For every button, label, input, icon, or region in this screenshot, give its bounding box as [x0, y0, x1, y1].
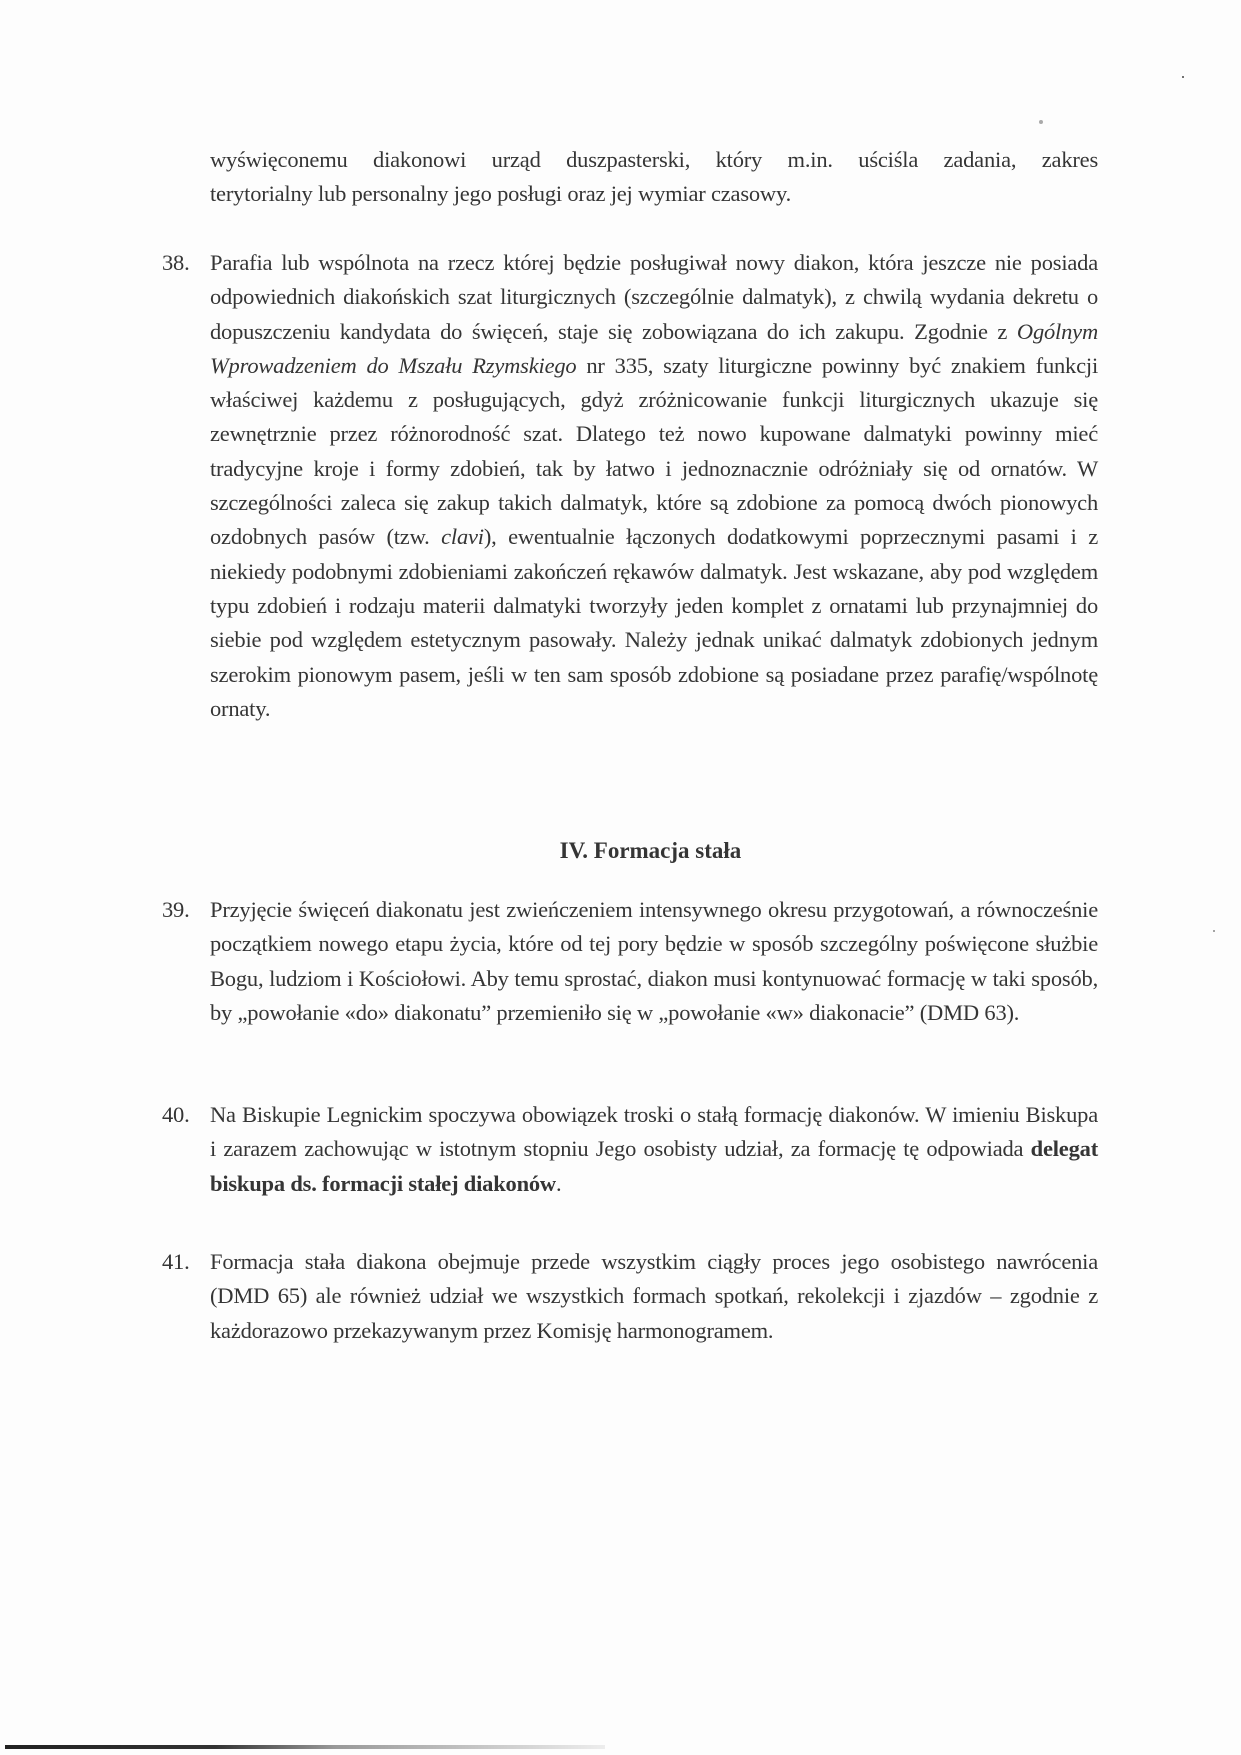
section-heading: IV. Formacja stała — [559, 838, 742, 863]
paragraph-text: . — [555, 1170, 562, 1196]
paragraph-number: 39. — [162, 897, 190, 922]
paragraph-text: ), ewentualnie łączonych dodatkowymi poprzecznymi pasami i z niekiedy podobnymi zdobieniami zakończeń rękawów dalmatyk. Jest wskazane, aby pod względem typu zdobień i rodzaju materii dalmatyki tworzyły jeden komplet z ornatami lub przynajmniej do siebie pod względem estetycznym pasowały. Należy jednak unikać dalmatyk zdobionych jednym szerokim pionowym pasem, jeśli w ten sam sposób zdobione są posiadane przez parafię/wspólnotę ornaty. — [210, 524, 1098, 721]
scan-speck — [1039, 120, 1043, 124]
continuation-paragraph — [210, 143, 1098, 212]
paragraph-40 — [162, 1098, 1098, 1201]
paragraph-text: Na Biskupie Legnickim spoczywa obowiązek troski o stałą formację diakonów. W imieniu Biskupa i zarazem zachowując w istotnym stopniu Jego osobisty udział, za formację tę odpowiada — [210, 1102, 1098, 1162]
paragraph-39 — [162, 893, 1098, 1030]
scan-speck — [1182, 76, 1184, 78]
continuation-line-2: terytorialny lub personalny jego posługi oraz jej wymiar czasowy. — [210, 181, 791, 207]
scan-speck — [1213, 930, 1215, 932]
paragraph-text: Parafia lub wspólnota na rzecz której będzie posługiwał nowy diakon, która jeszcze nie posiada odpowiednich diakońskich szat liturgicznych (szczególnie dalmatyk), z chwilą wydania dekretu o dopuszczeniu kandydata do święceń, staje się zobowiązana do ich zakupu. Zgodnie z — [210, 250, 1098, 344]
paragraph-number: 38. — [162, 250, 190, 275]
continuation-line-1: wyświęconemu diakonowi urząd duszpasterski, który m.in. uściśla zadania, zakres — [210, 147, 1098, 172]
paragraph-text: nr 335, szaty liturgiczne powinny być znakiem funkcji właściwej każdemu z posługujących, gdyż zróżnicowanie funkcji liturgicznych ukazuje się zewnętrznie przez różnorodność szat. Dlatego też nowo kupowane dalmatyki powinny mieć tradycyjne kroje i formy zdobień, tak by łatwo i jednoznacznie odróżniały się od ornatów. W szczególności zaleca się zakup takich dalmatyk, które są zdobione za pomocą dwóch pionowych ozdobnych pasów (tzw. — [210, 352, 1098, 550]
scan-edge-line — [5, 1745, 605, 1749]
paragraph-text: Przyjęcie święceń diakonatu jest zwieńczeniem intensywnego okresu przygotowań, a równocześnie początkiem nowego etapu życia, które od tej pory będzie w sposób szczególny poświęcone służbie Bogu, ludziom i Kościołowi. Aby temu sprostać, diakon musi kontynuować formację w taki sposób, by „powołanie «do» diakonatu” przemieniło się w „powołanie «w» diakonacie” (DMD 63). — [210, 897, 1098, 1025]
paragraph-text: Formacja stała diakona obejmuje przede wszystkim ciągły proces jego osobistego nawrócenia (DMD 65) ale również udział we wszystkich formach spotkań, rekolekcji i zjazdów – zgodnie z każdorazowo przekazywanym przez Komisję harmonogramem. — [210, 1249, 1098, 1343]
paragraph-41 — [162, 1245, 1098, 1348]
latin-term: clavi — [441, 524, 484, 550]
citation-title: Ogólnym Wprowadzeniem do Mszału Rzymskiego — [210, 318, 1098, 378]
paragraph-38 — [162, 246, 1098, 726]
emphasized-role: delegat biskupa ds. formacji stałej diakonów — [210, 1136, 1098, 1196]
paragraph-number: 41. — [162, 1249, 190, 1274]
paragraph-number: 40. — [162, 1102, 190, 1127]
